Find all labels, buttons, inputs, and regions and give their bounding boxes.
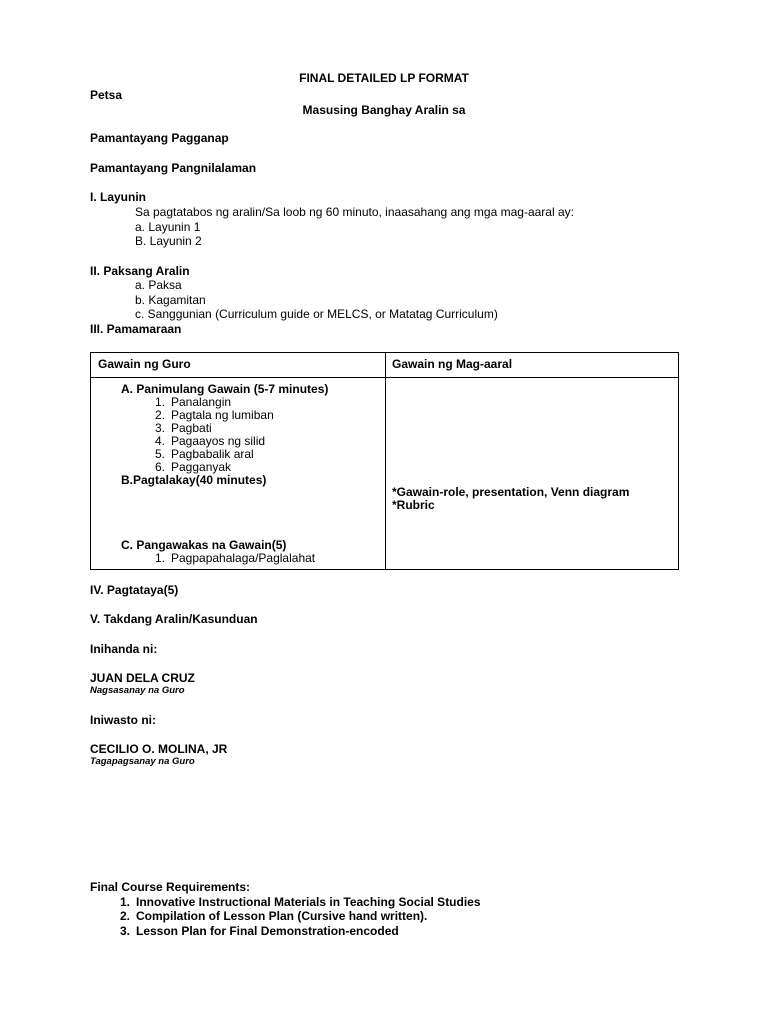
list-item: 5. Pagbabalik aral <box>154 447 254 461</box>
requirements-heading: Final Course Requirements: <box>90 880 251 894</box>
guro-activities-cell <box>91 378 386 570</box>
student-activity: *Gawain-role, presentation, Venn diagram <box>392 485 630 499</box>
document-title: FINAL DETAILED LP FORMAT <box>299 71 469 85</box>
layunin-intro: Sa pagtatabos ng aralin/Sa loob ng 60 minuto, inaasahang ang mga mag-aaral ay: <box>135 205 574 219</box>
list-item: 1. Pagpapahalaga/Paglalahat <box>154 551 316 565</box>
section-b-heading: B.Pagtalakay(40 minutes) <box>121 473 267 487</box>
section-a-list <box>143 396 274 474</box>
section-c-heading: C. Pangawakas na Gawain(5) <box>121 538 287 552</box>
list-item: 4. Pagaayos ng silid <box>154 434 266 448</box>
layunin-item: B. Layunin 2 <box>135 234 202 248</box>
paksang-aralin-heading: II. Paksang Aralin <box>90 264 190 278</box>
section-a-heading: A. Panimulang Gawain (5-7 minutes) <box>121 382 329 396</box>
inihanda-label: Inihanda ni: <box>90 642 158 656</box>
requirement-item: 1. Innovative Instructional Materials in Teaching Social Studies <box>119 895 481 909</box>
iniwasto-label: Iniwasto ni: <box>90 713 156 727</box>
pamamaraan-heading: III. Pamamaraan <box>90 322 182 336</box>
paksang-aralin-item: a. Paksa <box>135 278 182 292</box>
pamantayang-pagganap: Pamantayang Pagganap <box>90 131 229 145</box>
pamantayang-pangnilalaman: Pamantayang Pangnilalaman <box>90 161 257 175</box>
list-item: 3. Pagbati <box>154 421 212 435</box>
pamamaraan-table <box>90 352 679 570</box>
paksang-aralin-item: c. Sanggunian (Curriculum guide or MELCS, or Matatag Curriculum) <box>135 307 498 321</box>
checker-name: CECILIO O. MOLINA, JR <box>90 742 228 756</box>
list-item: 6. Pagganyak <box>154 460 232 474</box>
layunin-item: a. Layunin 1 <box>135 220 201 234</box>
column-header: Gawain ng Guro <box>98 357 191 371</box>
table-header-guro <box>91 353 386 378</box>
takdang-aralin-heading: V. Takdang Aralin/Kasunduan <box>90 612 258 626</box>
requirement-item: 3. Lesson Plan for Final Demonstration-encoded <box>119 924 399 938</box>
petsa-label: Petsa <box>90 88 123 102</box>
list-item: 2. Pagtala ng lumiban <box>154 408 274 422</box>
checker-role: Tagapagsanay na Guro <box>90 756 195 767</box>
paksang-aralin-item: b. Kagamitan <box>135 293 206 307</box>
section-c-list <box>143 552 315 565</box>
requirement-item: 2. Compilation of Lesson Plan (Cursive hand written). <box>119 909 428 923</box>
table-header-magaaral <box>386 353 679 378</box>
preparer-role: Nagsasanay na Guro <box>90 685 185 696</box>
layunin-heading: I. Layunin <box>90 190 147 204</box>
preparer-name: JUAN DELA CRUZ <box>90 671 195 685</box>
list-item: 1. Panalangin <box>154 395 232 409</box>
document-subtitle: Masusing Banghay Aralin sa <box>302 103 466 117</box>
magaaral-activities-cell <box>386 378 679 570</box>
column-header: Gawain ng Mag-aaral <box>392 357 513 371</box>
student-rubric: *Rubric <box>392 498 435 512</box>
pagtataya-heading: IV. Pagtataya(5) <box>90 583 179 597</box>
